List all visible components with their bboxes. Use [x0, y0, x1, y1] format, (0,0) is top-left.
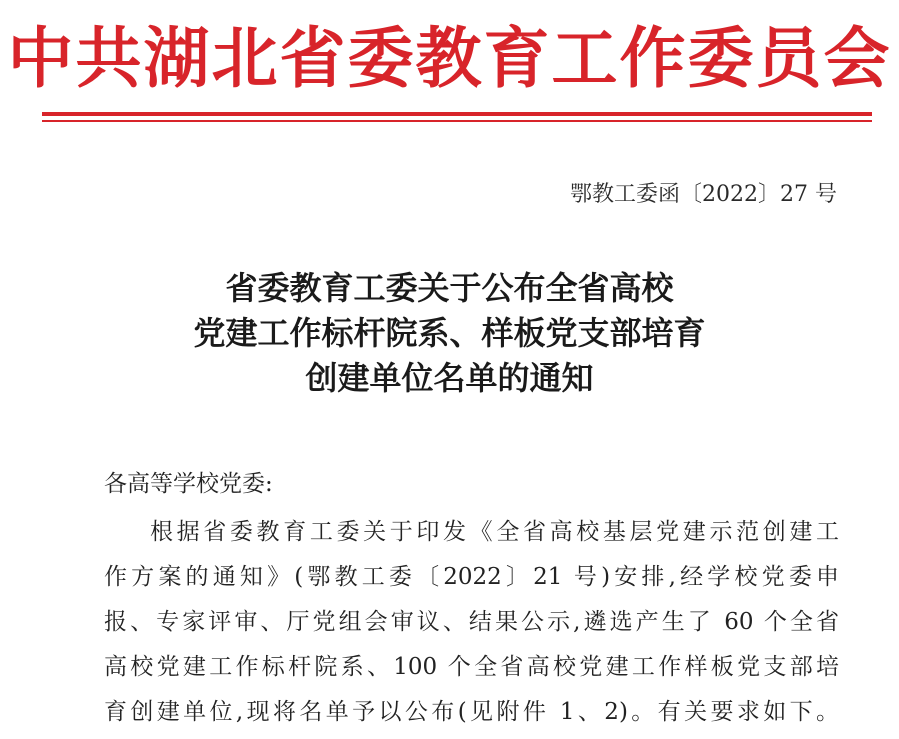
- document-number: 鄂教工委函〔2022〕27 号: [570, 182, 837, 207]
- title-line-3: 创建单位名单的通知: [305, 359, 594, 397]
- title-line-1: 省委教育工委关于公布全省高校: [225, 269, 674, 307]
- body-line-3: 报、专家评审、厅党组会审议、结果公示,遴选产生了 60 个全省: [104, 609, 839, 635]
- salutation: 各高等学校党委:: [104, 471, 273, 497]
- body-line-1: 根据省委教育工委关于印发《全省高校基层党建示范创建工: [150, 519, 839, 545]
- title-line-2: 党建工作标杆院系、样板党支部培育: [193, 314, 706, 352]
- body-line-4: 高校党建工作标杆院系、100 个全省高校党建工作样板党支部培: [104, 654, 839, 680]
- document-title: [0, 266, 899, 401]
- red-header-rule-thick: [42, 112, 872, 116]
- body-line-2: 作方案的通知》(鄂教工委〔2022〕21 号)安排,经学校党委申: [104, 564, 839, 590]
- body-line-5: 育创建单位,现将名单予以公布(见附件 1、2)。有关要求如下。: [104, 699, 839, 725]
- body-paragraph: [104, 510, 844, 735]
- red-header-org-name: 中共湖北省委教育工作委员会: [7, 19, 892, 97]
- red-header-rule-thin: [42, 120, 872, 122]
